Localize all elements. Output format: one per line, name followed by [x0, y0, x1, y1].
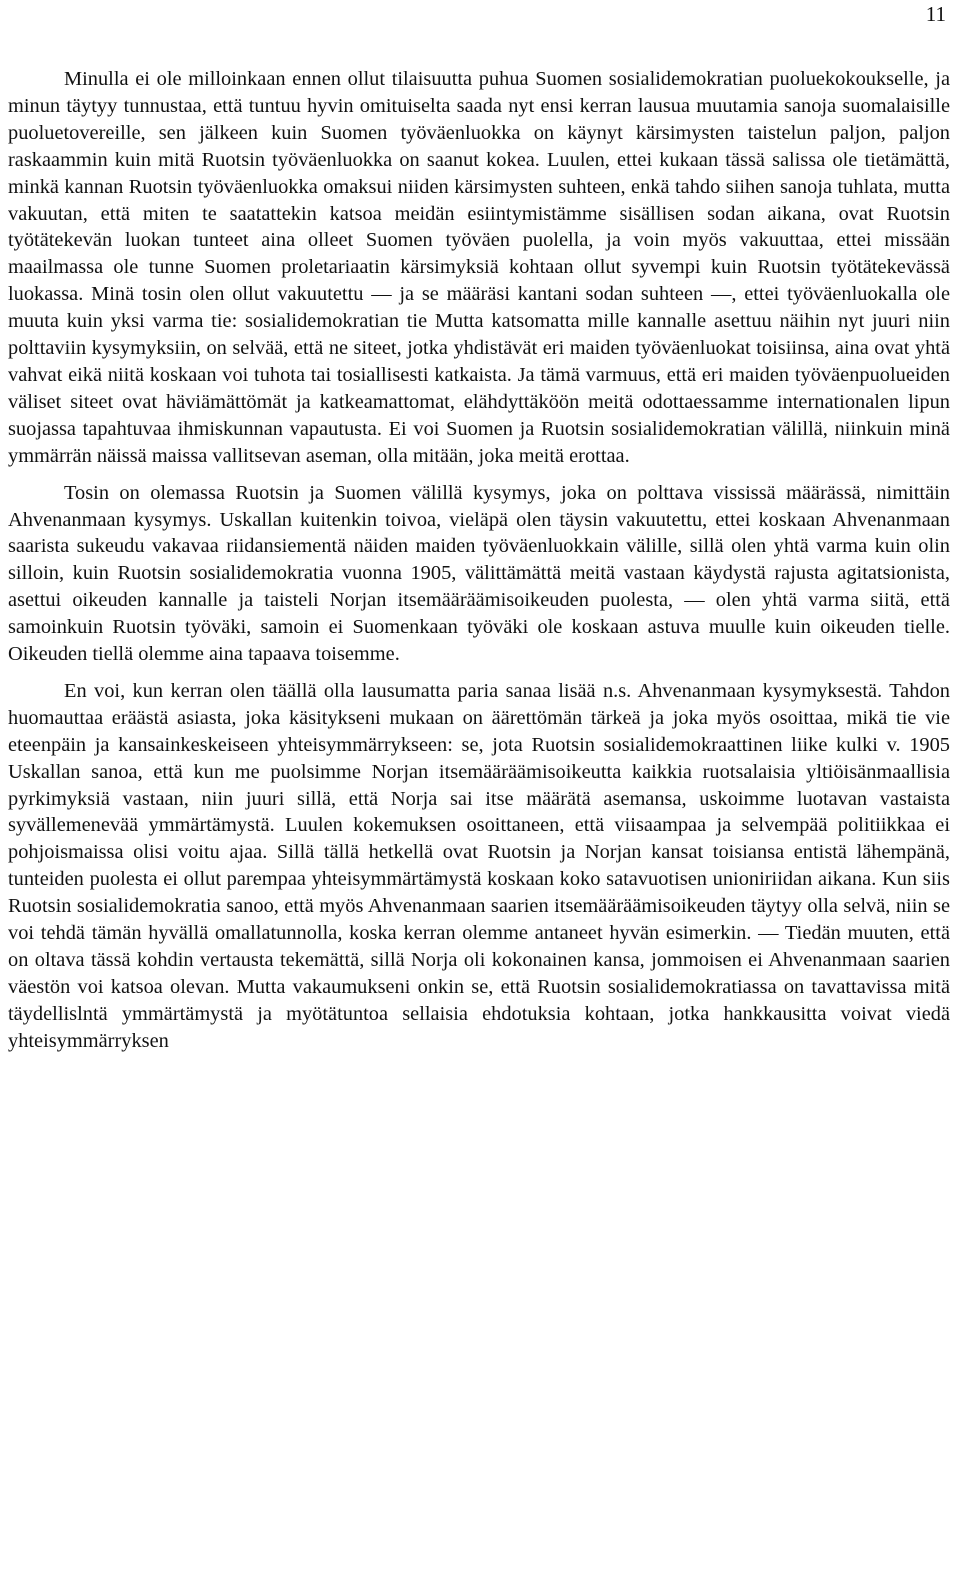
body-text	[8, 66, 950, 1055]
paragraph-1: Minulla ei ole milloinkaan ennen ollut tilaisuutta puhua Suomen sosialidemokratian puoluekokoukselle, ja minun täytyy tunnustaa, että tuntuu hyvin omituiselta saada nyt ensi kerran lausua muutamia sanoja suomalaisille puoluetovereille, sen jälkeen kuin Suomen työväenluokka on käynyt kärsimysten taistelun paljon, paljon raskaammin kuin mitä Ruotsin työväenluokka on saanut kokea. Luulen, ettei kukaan tässä salissa ole tietämättä, minkä kannan Ruotsin työväenluokka omaksui niiden kärsimysten suhteen, enkä tahdo siihen sanoja tuhlata, mutta vakuutan, että miten te saatattekin katsoa meidän esiintymistämme sisällisen sodan aikana, ovat Ruotsin työtätekevän luokan tunteet aina olleet Suomen työväen puolella, ja voin myös vakuuttaa, ettei missään maailmassa ole tunne Suomen proletariaatin kärsimyksiä kohtaan ollut syvempi kuin Ruotsin työtätekevässä luokassa. Minä tosin olen ollut vakuutettu — ja se määräsi kantani sodan suhteen —, ettei työväenluokalla ole muuta kuin yksi varma tie: sosialidemokratian tie Mutta katsomatta mille kannalle asettuu näihin nyt juuri niin polttaviin kysymyksiin, on selvää, että ne siteet, jotka yhdistävät eri maiden työväenluokat toisiinsa, aina ovat yhtä vahvat eikä niitä koskaan voi tuhota tai tosiallisesti katkaista. Ja tämä varmuus, että eri maiden työväenpuolueiden väliset siteet ovat häviämättömät ja katkeamattomat, elähdyttäköön meitä odottaessamme internationalen lipun suojassa tapahtuvaa ihmiskunnan vapautusta. Ei voi Suomen ja Ruotsin sosialidemokratian välillä, niinkuin minä ymmärrän näissä maissa vallitsevan aseman, olla mitään, joka meitä erottaa.	[8, 68, 950, 467]
page-number: 11	[925, 2, 946, 26]
paragraph-2: Tosin on olemassa Ruotsin ja Suomen välillä kysymys, joka on polttava vississä määrässä, nimittäin Ahvenanmaan kysymys. Uskallan kuitenkin toivoa, vieläpä olen täysin vakuutettu, ettei koskaan Ahvenanmaan saarista sukeudu vakavaa riidansiementä näiden maiden työväenluokkain välille, sillä olen yhtä varma kuin olin silloin, kuin Ruotsin sosialidemokratia vuonna 1905, välittämättä meitä vastaan käydystä rajusta agitatsionista, asettui oikeuden kannalle ja taisteli Norjan itsemääräämisoikeuden puolesta, — olen yhtä varma siitä, että samoinkuin Ruotsin työväki, samoin ei Suomenkaan työväki ole koskaan astuva muulle kuin oikeuden tielle. Oikeuden tiellä olemme aina tapaava toisemme.	[8, 481, 950, 666]
paragraph-3: En voi, kun kerran olen täällä olla lausumatta paria sanaa lisää n.s. Ahvenanmaan kysymyksestä. Tahdon huomauttaa eräästä asiasta, joka käsitykseni mukaan on äärettömän tärkeä ja joka myös osoittaa, mikä tie vie eteenpäin ja kansainkeskeiseen yhteisymmärrykseen: se, jota Ruotsin sosialidemokraattinen liike kulki v. 1905 Uskallan sanoa, että kun me puolsimme Norjan itsemääräämisoikeutta kaikkia ruotsalaisia yltiöisänmaallisia pyrkimyksiä vastaan, niin juuri sillä, että Norja sai itse määrätä asemansa, uskoimme luotavan vastaista syvällemenevää ymmärtämystä. Luulen kokemuksen osoittaneen, että viisaampaa ja selvempää politiikkaa ei pohjoismaissa olisi voitu ajaa. Sillä tällä hetkellä ovat Ruotsin ja Norjan kansat toisiansa entistä lähempänä, tunteiden puolesta ei ollut parempaa yhteisymmärtämystä koskaan koko satavuotisen unioniriidan aikana. Kun siis Ruotsin sosialidemokratia sanoo, että myös Ahvenanmaan saarien itsemääräämisoikeuden täytyy olla selvä, niin se voi tehdä tämän hyvällä omallatunnolla, koska kerran olemme antaneet hyvän esimerkin. — Tiedän muuten, että on oltava tässä kohdin vertausta tekemättä, sillä Norja oli kokonainen kansa, jommoisen ei Ahvenanmaan saarien väestön voi katsoa olevan. Mutta vakaumukseni onkin se, että Ruotsin sosialidemokratiassa on tavattavissa mitä täydellislntä ymmärtämystä ja myötätuntoa sellaisia ehdotuksia kohtaan, jotka hankkausitta voivat viedä yhteisymmärryksen	[8, 679, 950, 1052]
